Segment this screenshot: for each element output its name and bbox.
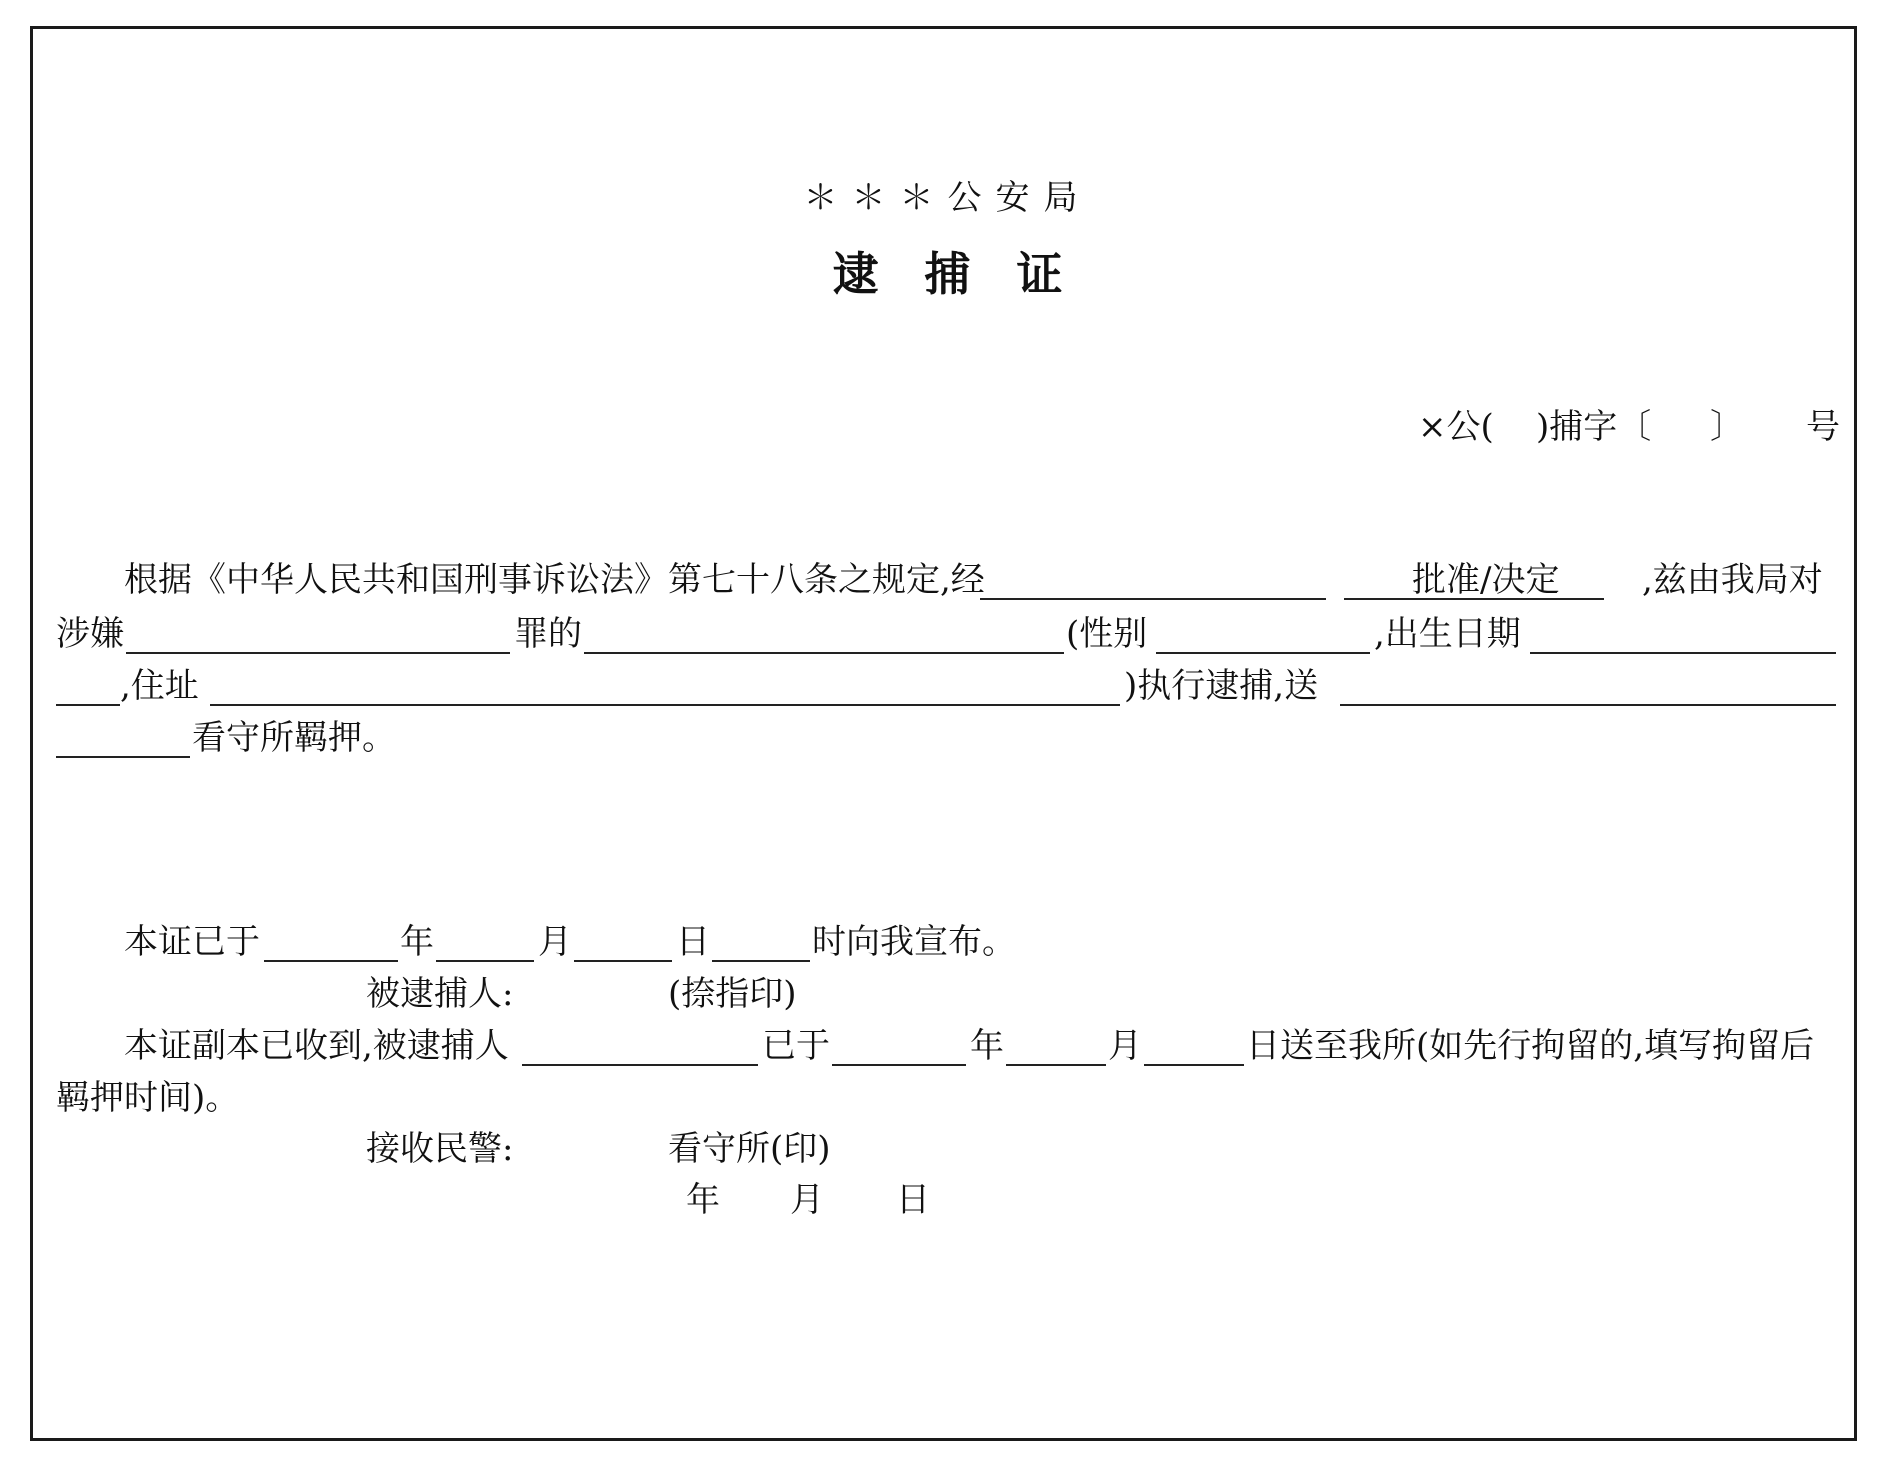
gender-label: (性别 [1066, 614, 1148, 654]
detention-center-seal: 看守所(印) [668, 1129, 831, 1169]
agency-name: ＊＊＊公安局 [803, 178, 1092, 218]
announce-year-label: 年 [400, 922, 434, 962]
announce-intro: 本证已于 [124, 922, 260, 962]
document-title: 逮捕证 [832, 247, 1109, 301]
legal-basis-text: 根据《中华人民共和国刑事诉讼法》第七十八条之规定,经 [124, 560, 985, 600]
detention-text: 看守所羁押。 [192, 718, 396, 758]
receipt-year-field[interactable] [832, 1064, 966, 1066]
signoff-year: 年 [686, 1180, 720, 1220]
dob-label: ,出生日期 [1374, 614, 1521, 654]
doc-number-suffix: 号 [1806, 407, 1840, 447]
approving-authority-field[interactable] [980, 598, 1326, 600]
fingerprint-label: (捺指印) [668, 974, 797, 1014]
approval-type-text: 批准/决定 [1412, 560, 1560, 600]
suspect-label: 涉嫌 [56, 614, 124, 654]
receipt-already: 已于 [762, 1026, 830, 1066]
detention-center-field-continued[interactable] [56, 756, 190, 758]
receiving-officer-label: 接收民警: [366, 1129, 514, 1169]
doc-number-bracket-close: 〕 [1710, 407, 1744, 447]
dob-field-continued[interactable] [56, 704, 120, 706]
receipt-intro: 本证副本已收到,被逮捕人 [124, 1026, 509, 1066]
suspect-name-field[interactable] [584, 652, 1064, 654]
address-label: ,住址 [120, 666, 199, 706]
receipt-year-label: 年 [970, 1026, 1004, 1066]
announce-month-label: 月 [538, 922, 572, 962]
arrestee-label: 被逮捕人: [366, 974, 514, 1014]
receipt-day-tail: 日送至我所(如先行拘留的,填写拘留后 [1246, 1026, 1815, 1066]
receipt-arrestee-field[interactable] [522, 1064, 758, 1066]
crime-field[interactable] [126, 652, 510, 654]
crime-suffix: 罪的 [514, 614, 582, 654]
address-field[interactable] [210, 704, 1120, 706]
receipt-month-field[interactable] [1006, 1064, 1106, 1066]
receipt-line2: 羁押时间)。 [56, 1078, 240, 1118]
doc-number-middle: )捕字〔 [1536, 407, 1652, 447]
announce-tail: 时向我宣布。 [812, 922, 1016, 962]
execute-arrest-text: )执行逮捕,送 [1124, 666, 1319, 706]
announce-day-field[interactable] [574, 960, 672, 962]
announce-day-label: 日 [676, 922, 710, 962]
signoff-month: 月 [790, 1180, 824, 1220]
announce-hour-field[interactable] [712, 960, 810, 962]
announce-month-field[interactable] [436, 960, 534, 962]
doc-number-prefix: ×公( [1418, 407, 1494, 447]
announce-year-field[interactable] [264, 960, 398, 962]
receipt-month-label: 月 [1108, 1026, 1142, 1066]
after-approval-text: ,兹由我局对 [1642, 560, 1823, 600]
receipt-day-field[interactable] [1144, 1064, 1244, 1066]
gender-field[interactable] [1156, 652, 1370, 654]
dob-field[interactable] [1530, 652, 1836, 654]
signoff-day: 日 [896, 1180, 930, 1220]
detention-center-field[interactable] [1340, 704, 1836, 706]
